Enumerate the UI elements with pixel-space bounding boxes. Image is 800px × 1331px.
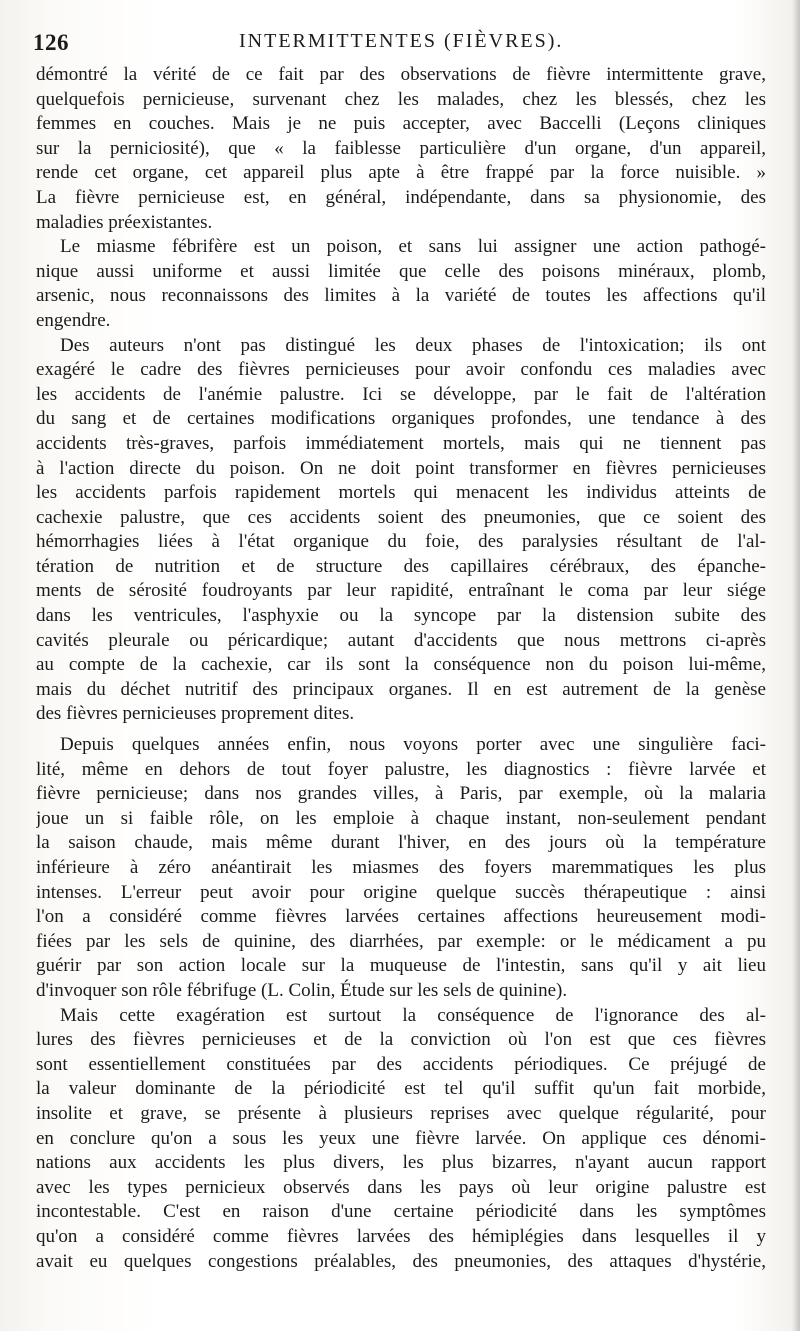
text-line: inférieure à zéro anéantirait les miasmes des foyers maremmatiques les plus: [36, 857, 766, 878]
text-line: arsenic, nous reconnaissons des limites à la variété de toutes les affections qu'il: [36, 285, 766, 307]
paragraph-start-line: Depuis quelques années enfin, nous voyons porter avec une singulière faci-: [60, 734, 766, 756]
text-line: des fièvres pernicieuses proprement dites.: [36, 703, 355, 725]
text-line: sont essentiellement constituées par des accidents périodiques. Ce préjugé de: [36, 1053, 766, 1075]
text-line: maladies préexistantes.: [36, 211, 213, 233]
text-line: nique aussi uniforme et aussi limitée que celle des poisons minéraux, plomb,: [36, 260, 766, 282]
text-line: rende cet organe, cet appareil plus apte à être frappé par la force nuisible. »: [36, 162, 766, 184]
paragraph-start-line: Le miasme fébrifère est un poison, et sans lui assigner une action pathogé-: [60, 236, 766, 258]
text-line: démontré la vérité de ce fait par des observations de fièvre intermittente grave,: [36, 64, 766, 85]
running-title: INTERMITTENTES (FIÈVRES).: [239, 30, 564, 52]
text-line: hémorrhagies liées à l'état organique du foie, des paralysies résultant de l'al-: [36, 531, 766, 553]
text-line: l'on a considéré comme fièvres larvées certaines affections heureusement modi-: [36, 906, 766, 928]
text-line: fiées par les sels de quinine, des diarrhées, par exemple: or le médicament a pu: [36, 930, 766, 952]
page-spine-shadow: [792, 0, 800, 1331]
text-line: qu'on a considéré comme fièvres larvées des hémiplégies dans lesquelles il y: [36, 1225, 766, 1247]
text-line: mais du déchet nutritif des principaux organes. Il en est autrement de la genèse: [36, 678, 766, 700]
text-line: guérir par son action locale sur la muqueuse de l'intestin, sans qu'il y ait lieu: [36, 955, 766, 977]
text-line: la saison chaude, mais même durant l'hiver, en des jours où la température: [36, 832, 766, 854]
page-number: 126: [33, 30, 69, 55]
text-line: avait eu quelques congestions préalables, des pneumonies, des attaques d'hystérie,: [36, 1250, 766, 1272]
text-line: les accidents parfois rapidement mortels qui menacent les individus atteints de: [36, 482, 766, 504]
text-line: exagéré le cadre des fièvres pernicieuses pour avoir confondu ces maladies avec: [36, 359, 766, 381]
text-line: au compte de la cachexie, car ils sont la conséquence non du poison lui-même,: [36, 654, 766, 676]
text-line: dans les ventricules, l'asphyxie ou la syncope par la distension subite des: [36, 605, 766, 627]
text-line: sur la perniciosité), que « la faiblesse particulière d'un organe, d'un appareil,: [36, 137, 766, 159]
text-line: La fièvre pernicieuse est, en général, indépendante, dans sa physionomie, des: [36, 186, 766, 208]
text-line: intenses. L'erreur peut avoir pour origine quelque succès thérapeutique : ainsi: [36, 881, 766, 903]
text-line: les accidents de l'anémie palustre. Ici se développe, par le fait de l'altération: [36, 383, 766, 405]
text-line: accidents très-graves, parfois immédiatement mortels, mais qui ne tiennent pas: [36, 432, 766, 454]
text-line: avec les types pernicieux observés dans les pays où leur origine palustre est: [36, 1176, 766, 1198]
text-line: insolite et grave, se présente à plusieurs reprises avec quelque régularité, pour: [36, 1102, 766, 1124]
text-line: ments de sérosité foudroyants par leur rapidité, entraînant le coma par leur siége: [36, 580, 766, 602]
body-text: [36, 63, 766, 1274]
text-line: d'invoquer son rôle fébrifuge (L. Colin, Étude sur les sels de quinine).: [36, 979, 568, 1001]
text-line: fièvre pernicieuse; dans nos grandes villes, à Paris, par exemple, où la malaria: [36, 783, 766, 805]
paragraph-start-line: Des auteurs n'ont pas distingué les deux phases de l'intoxication; ils ont: [60, 334, 766, 356]
text-line: cachexie palustre, que ces accidents soient des pneumonies, que ce soient des: [36, 506, 766, 528]
text-line: en conclure qu'on a sous les yeux une fièvre larvée. On applique ces dénomi-: [36, 1127, 766, 1149]
text-line: à l'action directe du poison. On ne doit point transformer en fièvres pernicieuses: [36, 457, 766, 479]
text-line: lité, même en dehors de tout foyer palustre, les diagnostics : fièvre larvée et: [36, 758, 766, 780]
text-line: du sang et de certaines modifications organiques profondes, une tendance à des: [36, 408, 766, 430]
page-header: [33, 30, 763, 58]
text-line: nations aux accidents les plus divers, les plus bizarres, n'ayant aucun rapport: [36, 1152, 766, 1174]
text-line: cavités pleurale ou péricardique; autant d'accidents que nous mettrons ci-après: [36, 629, 766, 651]
text-line: femmes en couches. Mais je ne puis accepter, avec Baccelli (Leçons cliniques: [36, 113, 766, 135]
text-line: quelquefois pernicieuse, survenant chez les malades, chez les blessés, chez les: [36, 88, 766, 110]
text-line: incontestable. C'est en raison d'une certaine périodicité dans les symptômes: [36, 1201, 766, 1223]
paragraph-start-line: Mais cette exagération est surtout la conséquence de l'ignorance des al-: [60, 1004, 766, 1026]
text-line: la valeur dominante de la périodicité est tel qu'il suffit qu'un fait morbide,: [36, 1078, 766, 1100]
text-line: engendre.: [36, 309, 111, 331]
text-line: joue un si faible rôle, on les emploie à chaque instant, non-seulement pendant: [36, 807, 766, 829]
text-line: lures des fièvres pernicieuses et de la conviction où l'on est que ces fièvres: [36, 1029, 766, 1051]
text-line: tération de nutrition et de structure des capillaires cérébraux, des épanche-: [36, 555, 766, 577]
